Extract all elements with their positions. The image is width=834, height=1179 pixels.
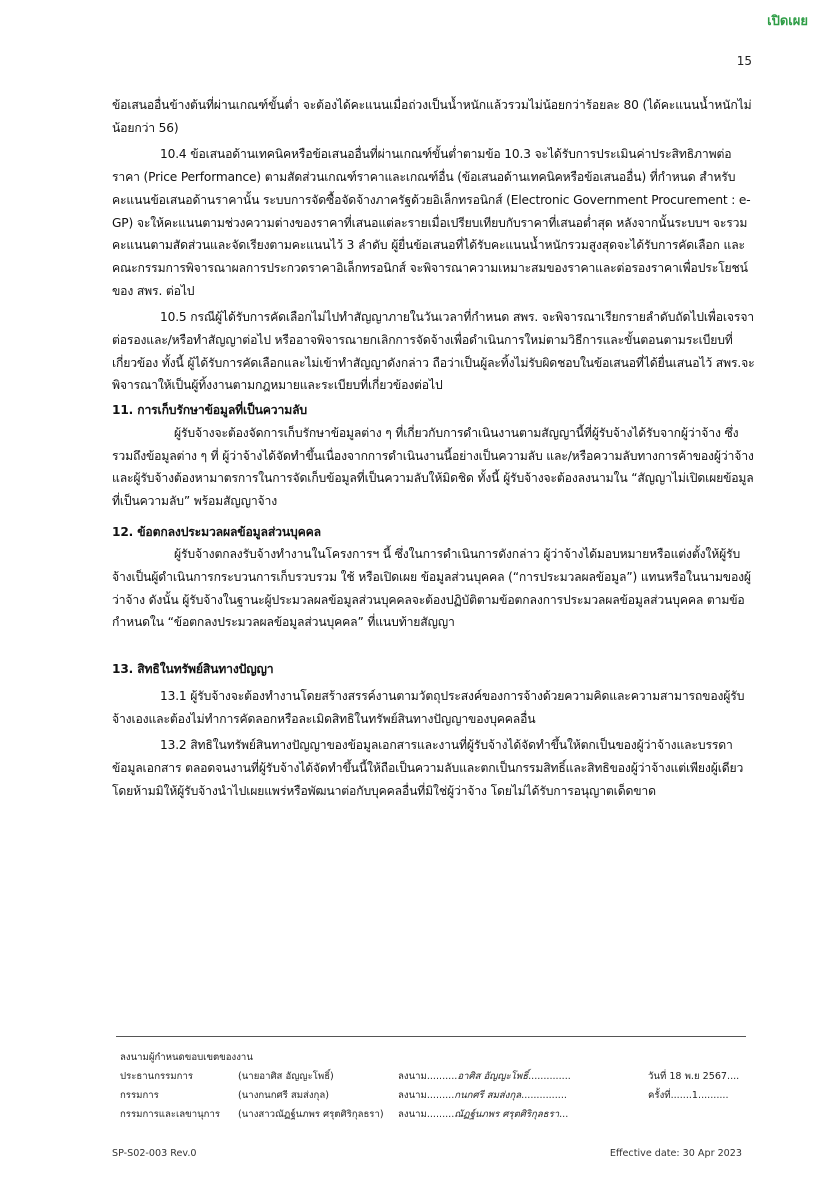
signer-name: (นายอาศิส อัญญะโพธิ์) [238,1071,334,1082]
heading-section-11: 11. การเก็บรักษาข้อมูลที่เป็นความลับ [112,403,307,418]
document-body [112,94,756,802]
signer-role: กรรมการและเลขานุการ [120,1109,221,1120]
heading-section-12: 12. ข้อตกลงประมวลผลข้อมูลส่วนบุคคล [112,524,321,539]
signature-row [120,1069,760,1088]
signature-line: ลงนาม.........กนกศรี สมส่งกุล............... [398,1090,567,1101]
signature-heading: ลงนามผู้กำหนดขอบเขตของงาน [120,1052,253,1063]
signer-name: (นางสาวณัฏฐ์นภพร ศรุตศิริกุลธรา) [238,1109,384,1120]
signature-block [120,1050,760,1126]
signer-name: (นางกนกศรี สมส่งกุล) [238,1090,329,1101]
heading-section-13: 13. สิทธิในทรัพย์สินทางปัญญา [112,662,274,677]
signer-role: ประธานกรรมการ [120,1071,193,1082]
paragraph-13-1: 13.1 ผู้รับจ้างจะต้องทำงานโดยสร้างสรรค์งานตามวัตถุประสงค์ของการจ้างด้วยความคิดและความสามารถของผู้รับจ้างเองและต้องไม่ทำการคัดลอกหรือละเมิดสิทธิในทรัพย์สินทางปัญญาของบุคคลอื่น [112,688,745,726]
page-number: 15 [736,54,752,68]
classification-badge: เปิดเผย [767,14,808,29]
paragraph-section-11: ผู้รับจ้างจะต้องจัดการเก็บรักษาข้อมูลต่าง ๆ ที่เกี่ยวกับการดำเนินงานตามสัญญานี้ที่ผู้รับจ้างได้รับจากผู้ว่าจ้าง ซึ่งรวมถึงข้อมูลต่าง ๆ ที่ ผู้ว่าจ้างได้จัดทำขึ้นเนื่องจากการดำเนินงานนี้อย่างเป็นความลับ และ/หรือความลับทางการค้าของผู้ว่าจ้าง และผู้รับจ้างต้องหามาตรการในการจัดเก็บข้อมูลที่เป็นความลับให้มิดชิด ทั้งนี้ ผู้รับจ้างจะต้องลงนามใน “สัญญาไม่เปิดเผยข้อมูลที่เป็นความลับ” พร้อมสัญญาจ้าง [112,425,754,508]
paragraph-continuation: ข้อเสนออื่นข้างต้นที่ผ่านเกณฑ์ขั้นต่ำ จะต้องได้คะแนนเมื่อถ่วงเป็นน้ำหนักแล้วรวมไม่น้อยกว่าร้อยละ 80 (ได้คะแนนน้ำหนักไม่น้อยกว่า 56) [112,98,752,135]
signer-role: กรรมการ [120,1090,159,1101]
revision-count: ครั้งที่.......1.......... [648,1090,729,1101]
signature-line: ลงนาม.........ณัฏฐ์นภพร ศรุตศิริกุลธรา... [398,1109,569,1120]
signature-line: ลงนาม..........อาศิส อัญญะโพธิ์.............. [398,1071,571,1082]
document-code: SP-S02-003 Rev.0 [112,1148,197,1159]
paragraph-13-2: 13.2 สิทธิในทรัพย์สินทางปัญญาของข้อมูลเอกสารและงานที่ผู้รับจ้างได้จัดทำขึ้นให้ตกเป็นของผู้ว่าจ้างและบรรดาข้อมูลเอกสาร ตลอดจนงานที่ผู้รับจ้างได้จัดทำขึ้นนี้ให้ถือเป็นความลับและตกเป็นกรรมสิทธิ์และสิทธิของผู้ว่าจ้างแต่เพียงผู้เดียวโดยห้ามมิให้ผู้รับจ้างนำไปเผยแพร่หรือพัฒนาต่อกับบุคคลอื่นที่มิใช่ผู้ว่าจ้าง โดยไม่ได้รับการอนุญาตเด็ดขาด [112,738,744,798]
signature-date: วันที่ 18 พ.ย 2567.... [648,1071,740,1082]
paragraph-10-5: 10.5 กรณีผู้ได้รับการคัดเลือกไม่ไปทำสัญญาภายในวันเวลาที่กำหนด สพร. จะพิจารณาเรียกรายลำดับถัดไปเพื่อเจรจาต่อรองและ/หรือทำสัญญาต่อไป หรืออาจพิจารณายกเลิกการจัดจ้างเพื่อดำเนินการใหม่ตามวิธีการและขั้นตอนตามระเบียบที่เกี่ยวข้อง ทั้งนี้ ผู้ได้รับการคัดเลือกและไม่เข้าทำสัญญาดังกล่าว ถือว่าเป็นผู้ละทิ้งไม่รับผิดชอบในข้อเสนอที่ได้ยื่นเสนอไว้ สพร.จะพิจารณาให้เป็นผู้ทิ้งงานตามกฎหมายและระเบียบที่เกี่ยวข้องต่อไป [112,310,755,393]
signature-row [120,1107,760,1126]
effective-date: Effective date: 30 Apr 2023 [609,1148,742,1159]
paragraph-10-4: 10.4 ข้อเสนอด้านเทคนิคหรือข้อเสนออื่นที่ผ่านเกณฑ์ขั้นต่ำตามข้อ 10.3 จะได้รับการประเมินค่าประสิทธิภาพต่อราคา (Price Performance) ตามสัดส่วนเกณฑ์ราคาและเกณฑ์อื่น (ข้อเสนอด้านเทคนิคหรือข้อเสนออื่น) ที่กำหนด สำหรับคะแนนข้อเสนอด้านราคานั้น ระบบการจัดซื้อจัดจ้างภาครัฐด้วยอิเล็กทรอนิกส์ (Electronic Government Procurement : e-GP) จะให้คะแนนตามช่วงความต่างของราคาที่เสนอแต่ละรายเมื่อเปรียบเทียบกับราคาที่เสนอต่ำสุด หลังจากนั้นระบบฯ จะรวมคะแนนตามสัดส่วนและจัดเรียงตามคะแนนไว้ 3 ลำดับ ผู้ยื่นข้อเสนอที่ได้รับคะแนนน้ำหนักรวมสูงสุดจะได้รับการคัดเลือก และคณะกรรมการพิจารณาผลการประกวดราคาอิเล็กทรอนิกส์ จะพิจารณาความเหมาะสมของราคาและต่อรองราคาเพื่อประโยชน์ของ สพร. ต่อไป [112,147,751,298]
paragraph-section-12: ผู้รับจ้างตกลงรับจ้างทำงานในโครงการฯ นี้ ซึ่งในการดำเนินการดังกล่าว ผู้ว่าจ้างได้มอบหมายหรือแต่งตั้งให้ผู้รับจ้างเป็นผู้ดำเนินการกระบวนการเก็บรวบรวม ใช้ หรือเปิดเผย ข้อมูลส่วนบุคคล (“การประมวลผลข้อมูล”) แทนหรือในนามของผู้ว่าจ้าง ดังนั้น ผู้รับจ้างในฐานะผู้ประมวลผลข้อมูลส่วนบุคคลจะต้องปฏิบัติตามข้อตกลงการประมวลผลข้อมูลส่วนบุคคล ตามข้อกำหนดใน “ข้อตกลงประมวลผลข้อมูลส่วนบุคคล” ที่แนบท้ายสัญญา [112,547,751,630]
signature-row [120,1088,760,1107]
signature-divider [116,1036,746,1037]
